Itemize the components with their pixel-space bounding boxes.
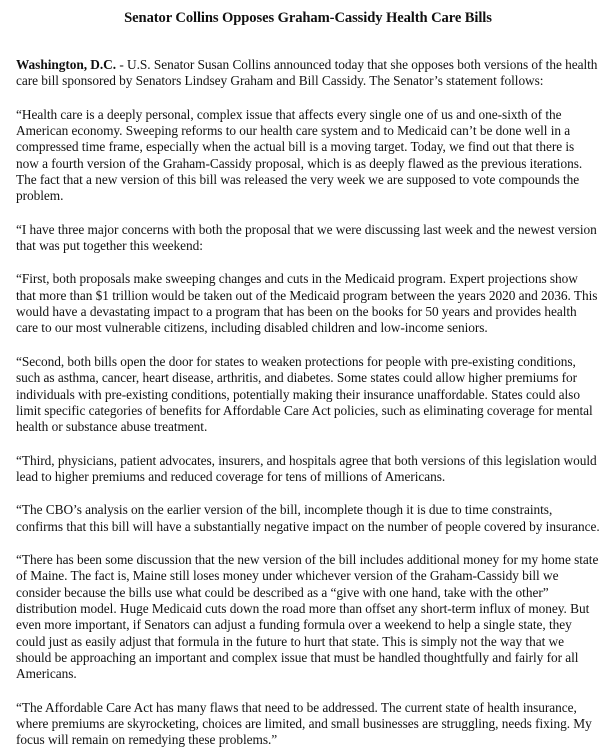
statement-paragraph: “Second, both bills open the door for states to weaken protections for people with pre-existing conditions, such as asthma, cancer, heart disease, arthritis, and diabetes. Some states could allow higher premiums for individuals with pre-existing conditions, potentially making their insurance unaffordable. States could also limit specific categories of benefits for Affordable Care Act policies, such as eliminating coverage for mental health or substance abuse treatment. xyxy=(16,353,593,435)
statement-paragraph: “There has been some discussion that the new version of the bill includes additional money for my home state of Maine. The fact is, Maine still loses money under whichever version of the Graham-Cassidy bill we consider because the bills use what could be described as a “give with one hand, take with the other” distribution model. Huge Medicaid cuts down the road more than offset any short-term influx of money. But even more important, if Senators can adjust a funding formula over a weekend to help a single state, they could just as easily adjust that formula in the future to hurt that state. This is simply not the way that we should be approaching an important and complex issue that must be handled thoughtfully and fairly for all Americans. xyxy=(16,551,599,682)
statement-paragraph: “Health care is a deeply personal, complex issue that affects every single one of us and one-sixth of the American economy. Sweeping reforms to our health care system and to Medicaid can’t be done well in a compressed time frame, especially when the actual bill is a moving target. Today, we find out that there is now a fourth version of the Graham-Cassidy proposal, which is as deeply flawed as the previous iterations. The fact that a new version of this bill was released the very week we are supposed to vote compounds the problem. xyxy=(16,106,583,204)
statement-paragraph: “I have three major concerns with both the proposal that we were discussing last week and the newest version that was put together this weekend: xyxy=(16,221,597,254)
statement-paragraph: “The CBO’s analysis on the earlier version of the bill, incomplete though it is due to time constraints, confirms that this bill will have a substantially negative impact on the number of people covered by insurance. xyxy=(16,502,600,534)
statement-paragraph: “Third, physicians, patient advocates, insurers, and hospitals agree that both versions of this legislation would lead to higher premiums and reduced coverage for tens of millions of Americans. xyxy=(16,452,597,484)
document-title: Senator Collins Opposes Graham-Cassidy Health Care Bills xyxy=(124,10,492,26)
intro-text: - U.S. Senator Susan Collins announced today that she opposes both versions of the health care bill sponsored by Senators Lindsey Graham and Bill Cassidy. The Senator’s statement follows: xyxy=(16,57,598,89)
statement-paragraph: “The Affordable Care Act has many flaws that need to be addressed. The current state of health insurance, where premiums are skyrocketing, choices are limited, and small businesses are struggling, needs fixing. My focus will remain on remedying these problems.” xyxy=(16,699,592,748)
intro-paragraph xyxy=(16,57,600,90)
statement-paragraph: “First, both proposals make sweeping changes and cuts in the Medicaid program. Expert projections show that more than $1 trillion would be taken out of the Medicaid program between the years 2020 and 2036. This would have a devastating impact to a program that has been on the books for 50 years and provides health care to our most vulnerable citizens, including disabled children and low-income seniors. xyxy=(16,271,598,336)
dateline: Washington, D.C. xyxy=(16,57,117,72)
